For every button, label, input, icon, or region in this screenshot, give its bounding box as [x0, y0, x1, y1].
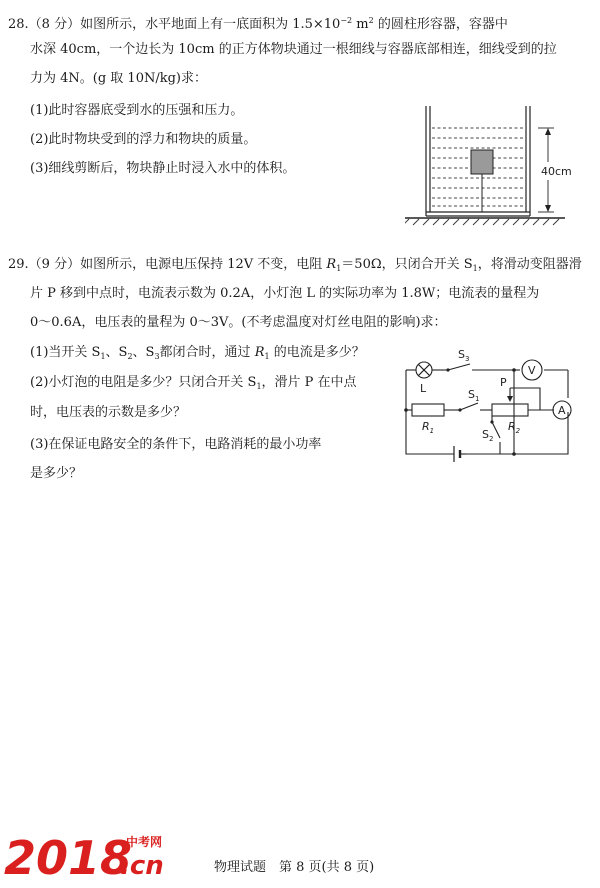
svg-text:L: L — [420, 382, 427, 395]
q28-sub-1: (1)此时容器底受到水的压强和压力。 — [30, 103, 244, 118]
q29-sub-3-cont: 是多少？ — [30, 466, 83, 481]
svg-text:R1: $R_1$ — [422, 420, 435, 435]
site-logo — [4, 822, 172, 882]
container-figure — [405, 104, 580, 230]
svg-text:S2: $S_2$ — [482, 428, 494, 443]
svg-text:S3: $S_3$ — [458, 348, 470, 363]
page-footer: 物理试题 第 8 页(共 8 页) — [214, 860, 375, 875]
svg-text:2018: 2018 — [4, 831, 133, 882]
q29-line-3: 0～0.6A，电压表的量程为 0～3V。(不考虑温度对灯丝电阻的影响)求： — [30, 315, 447, 330]
svg-text:P: P — [500, 376, 507, 389]
circuit-figure — [396, 342, 580, 464]
q28-line-2: 水深 40cm，一个边长为 10cm 的正方体物块通过一根细线与容器底部相连，细线受到的拉 — [30, 42, 557, 57]
svg-text:.cn: .cn — [120, 851, 164, 881]
svg-text:S1: $S_1$ — [468, 388, 480, 403]
svg-text:R2: $R_2$ — [508, 420, 521, 435]
q29-sub-2: (2)小灯泡的电阻是多少？只闭合开关 $S_1$，滑片 P 在中点 — [30, 375, 357, 391]
svg-text:V: V — [528, 364, 536, 377]
q29-line-1: 29.（9 分）如图所示，电源电压保持 12V 不变，电阻 $R_1=50\Omega$，只闭合开关 $S_1$，将滑动变阻器滑 — [8, 257, 582, 273]
height-label: 40cm — [541, 165, 572, 178]
cube-block — [471, 150, 493, 174]
q29-sub-1: (1)当开关 $S_1$、$S_2$、$S_3$都闭合时，通过 $R_1$ 的电流是多少？ — [30, 345, 365, 361]
svg-text:中考网: 中考网 — [126, 835, 163, 849]
q29-sub-2-cont: 时，电压表的示数是多少？ — [30, 405, 187, 420]
q29-sub-3: (3)在保证电路安全的条件下，电路消耗的最小功率 — [30, 437, 322, 452]
q29-line-2: 片 P 移到中点时，电流表示数为 0.2A，小灯泡 L 的实际功率为 1.8W；电流表的量程为 — [30, 286, 540, 301]
q28-sub-2: (2)此时物块受到的浮力和物块的质量。 — [30, 132, 257, 147]
q28-sub-3: (3)细线剪断后，物块静止时浸入水中的体积。 — [30, 161, 296, 176]
q28-line-1: 28.（8 分）如图所示，水平地面上有一底面积为 $1.5\times 10^{-2}$ $m^2$ 的圆柱形容器，容器中 — [8, 16, 508, 32]
svg-text:A: A — [558, 404, 566, 417]
q28-line-3: 力为 4N。(g 取 10N/kg)求： — [30, 71, 208, 86]
